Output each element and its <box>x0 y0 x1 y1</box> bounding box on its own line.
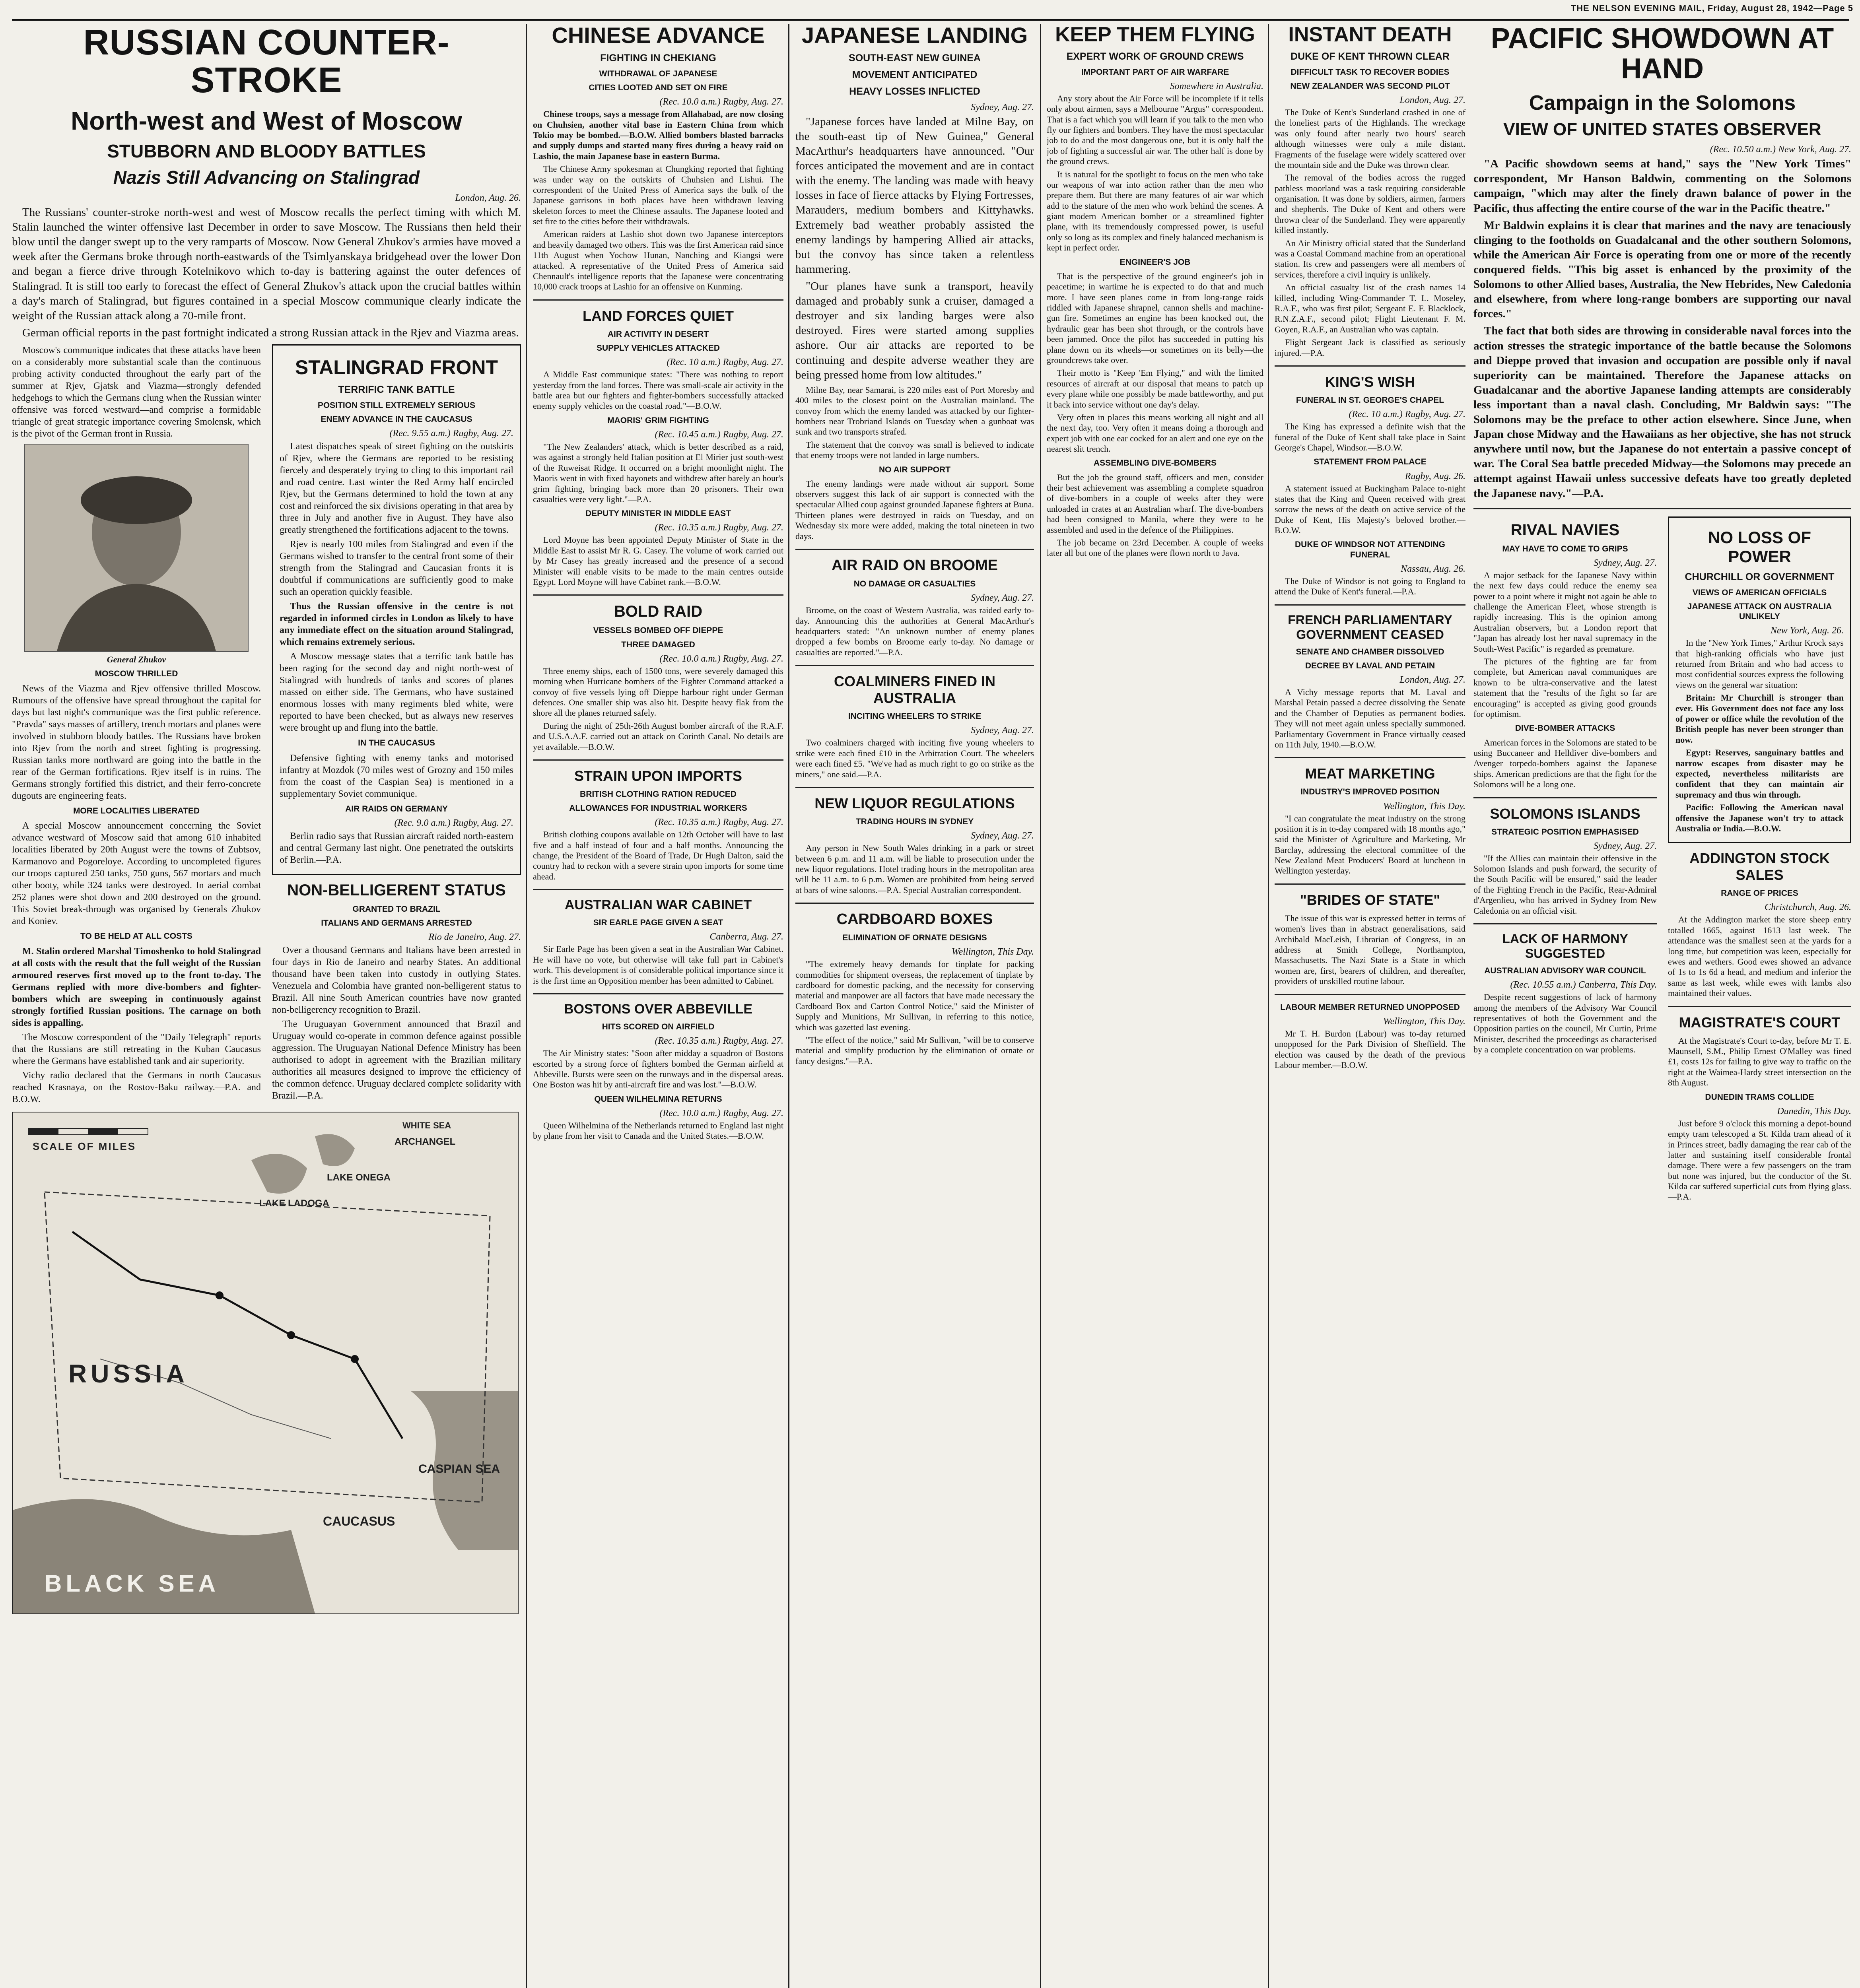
death-headline: INSTANT DEATH <box>1288 24 1452 46</box>
windsor-para: The Duke of Windsor is not going to England to attend the Duke of Kent's funeral.—P.A. <box>1275 576 1465 597</box>
bostons-para: The Air Ministry states: "Soon after midday a squadron of Bostons escorted by a strong force of fighters bombed the German airfield at Abbeville. Bursts were seen on the runways and in the dispersal areas. One Boston was hit by anti-aircraft fire and was lost."—B.O.W. <box>533 1048 783 1090</box>
power-deck: CHURCHILL OR GOVERNMENT <box>1685 571 1835 582</box>
death-para: The Duke of Kent's Sunderland crashed in one of the loneliest parts of the Highlands. The wreckage was only found after nearly two hours' search although witnesses were only a mile distant. Fragments of the fuselage were widely scattered over the mountain side and the Duke was thrown clear. <box>1275 107 1465 170</box>
russia-subhead-liberated: MORE LOCALITIES LIBERATED <box>73 806 200 816</box>
column-rule <box>526 24 527 1988</box>
death-para: An Air Ministry official stated that the Sunderland was a Coastal Command machine from an operational station. Its crew and passengers were all members of services, therefore a civil inquiry is unlikely. <box>1275 238 1465 280</box>
french-deck: SENATE AND CHAMBER DISSOLVED <box>1296 647 1444 656</box>
map-label-russia: RUSSIA <box>68 1359 189 1388</box>
death-para: The removal of the bodies across the rugged pathless moorland was a task requiring considerable organisation. It was done by soldiers, airmen, farmers and shepherds. The Duke of Kent and others were thrown clear of the Sunderland. They were apparently killed instantly. <box>1275 173 1465 235</box>
stalingrad-article <box>272 344 521 875</box>
china-column <box>533 24 783 1144</box>
maoris-para: "The New Zealanders' attack, which is better described as a raid, was against a strongly held Italian position at El Mirier just south-west of the Ruweisat Ridge. It occurred on a bright moonlight night. The Maoris went in with fixed bayonets and withdrew after barely an hour's grim fighting, bringing back more than 20 prisoners. Their own casualties were very light."—P.A. <box>533 441 783 504</box>
solomons-deck: STRATEGIC POSITION EMPHASISED <box>1491 827 1639 837</box>
map-label-black-sea: BLACK SEA <box>45 1570 220 1597</box>
imports-para: British clothing coupons available on 12th October will have to last five and a half instead of four and a half months. Announcing the change, the President of the Board of Trade, Dr Hugh Dalton, said the country had to reckon with a severe strain upon imports for some time ahead. <box>533 829 783 881</box>
pacific-headline: PACIFIC SHOWDOWN AT HAND <box>1491 24 1834 85</box>
rival-navies-deck: MAY HAVE TO COME TO GRIPS <box>1502 544 1628 553</box>
death-deck3: NEW ZEALANDER WAS SECOND PILOT <box>1290 81 1450 91</box>
meat-para: "I can congratulate the meat industry on the strong position it is in to-day compared with 18 months ago," said the Minister of Agriculture and Marketing, Mr Barclay, addressing the electoral committee of the New Zealand Meat Producers' Board at luncheon in Wellington yesterday. <box>1275 813 1465 876</box>
death-dateline: London, Aug. 27. <box>1399 95 1465 105</box>
cardboard-dateline: Wellington, This Day. <box>951 947 1034 957</box>
french-dateline: London, Aug. 27. <box>1399 674 1465 685</box>
china-dateline: (Rec. 10.0 a.m.) Rugby, Aug. 27. <box>659 97 783 107</box>
stalingrad-subhead-caucasus: IN THE CAUCASUS <box>358 738 435 748</box>
stalingrad-headline: STALINGRAD FRONT <box>295 356 498 379</box>
harmony-deck: AUSTRALIAN ADVISORY WAR COUNCIL <box>1484 966 1646 976</box>
china-para: The Chinese Army spokesman at Chungking reported that fighting was under way on the outskirts of Chuhsien and Lishui. The correspondent of the United Press of America says the bulk of the Japanese garrisons in both places have been withdrawn leaving skeleton forces to meet the Chinese assaults. The Japanese looted and set fire to the cities before their withdrawals. <box>533 164 783 227</box>
stalingrad-para: Defensive fighting with enemy tanks and motorised infantry at Mozdok (70 miles west of Grozny and 150 miles from the coast of the Caspian Sea) is mentioned in a supplementary Soviet communique. <box>280 753 513 799</box>
pacific-dateline: (Rec. 10.50 a.m.) New York, Aug. 27. <box>1710 144 1851 155</box>
stalingrad-deck2: POSITION STILL EXTREMELY SERIOUS <box>317 400 476 410</box>
stalingrad-dateline2: (Rec. 9.0 a.m.) Rugby, Aug. 27. <box>394 817 513 828</box>
cardboard-para: "The extremely heavy demands for tinplate for packing commodities for shipment overseas, the replacement of tinplate by cardboard for domestic packing, and the necessity for conserving material and manpower are all factors that have made necessary the Cardboard Box and Carton Control Notice," said the Minister of Supply and Munitions, Mr Sullivan, in referring to this notice, which was gazetted last evening. <box>795 959 1034 1032</box>
nonbelligerent-dateline: Rio de Janeiro, Aug. 27. <box>428 932 521 943</box>
pacific-para: Mr Baldwin explains it is clear that marines and the navy are tenaciously clinging to the footholds on Guadalcanal and the other southern Solomons, while the American Air Force is operating from one or more of the recently conquered fields. "This big asset is enhanced by the proximity of the Solomons to other Allied bases, Australia, the New Hebrides, New Caledonia and elsewhere, from where long-range bombers are supporting our naval forces." <box>1473 219 1851 320</box>
stalingrad-para: Berlin radio says that Russian aircraft raided north-eastern and central Germany last night. One penetrated the outskirts of Berlin.—P.A. <box>280 831 513 865</box>
nonbelligerent-deck2: ITALIANS AND GERMANS ARRESTED <box>321 918 472 928</box>
china-deck2: WITHDRAWAL OF JAPANESE <box>599 69 717 78</box>
crews-para: But the job the ground staff, officers and men, consider their best achievement was assembling a complete squadron of dive-bombers in a couple of weeks after they were unloaded in crates at an Australian wharf. The dive-bombers had been consigned to Manila, where they were to be assembled and used in the defence of the Philippines. <box>1047 472 1263 535</box>
japan-para: The enemy landings were made without air support. Some observers suggest this lack of air support is connected with the spectacular Allied coup against grounded Japanese fighters at Buna. Thirteen planes were destroyed in raids on Tuesday, and on Wednesday six more were added, making the total nineteen in two days. <box>795 478 1034 541</box>
windsor-headline: DUKE OF WINDSOR NOT ATTENDING FUNERAL <box>1295 540 1445 559</box>
china-deck: FIGHTING IN CHEKIANG <box>600 52 716 64</box>
japan-para: Milne Bay, near Samarai, is 220 miles east of Port Moresby and 400 miles to the closest point on the Australian mainland. The convoy from which the enemy landed was attacked by our fighter-bombers near Trobriand Islands on Tuesday when a gunboat was sunk and two transports strafed. <box>795 384 1034 437</box>
coalminers-deck: INCITING WHEELERS TO STRIKE <box>848 712 982 721</box>
portrait-illustration <box>25 445 248 651</box>
liquor-dateline: Sydney, Aug. 27. <box>971 831 1034 841</box>
dive-bombers-subhead: ASSEMBLING DIVE-BOMBERS <box>1093 458 1217 468</box>
power-para: Britain: Mr Churchill is stronger than ever. His Government does not face any loss of power or office while the revolution of the British people has never been stronger than now. <box>1675 693 1844 745</box>
crews-deck2: IMPORTANT PART OF AIR WARFARE <box>1081 67 1229 77</box>
russia-para: A special Moscow announcement concerning the Soviet advance westward of Moscow said that among 610 inhabited localities liberated by 20th August were the towns of Zubtsov, Karmanovo and Pogoreloye. According to uncompleted figures our troops captured 250 tanks, 750 guns, 567 mortars and much other booty, while 324 tanks were destroyed. In aerial combat 252 planes were shot down and 200 destroyed on the ground. This Soviet break-through was organised by Generals Zhukov and Koniev. <box>12 821 261 927</box>
china-para: American raiders at Lashio shot down two Japanese interceptors and heavily damaged two others. This was the first American raid since 11th August when Yochow Hunan, Nanching and Kiangsi were attacked. A representative of the United Press of America said Chennault's intelligence reports that the Japanese were concentrating 10,000 crack troops at Lashio for an offensive on Kunming. <box>533 229 783 292</box>
rival-navies-dateline: Sydney, Aug. 27. <box>1594 557 1657 568</box>
top-rule <box>12 19 1849 21</box>
war-cabinet-para: Sir Earle Page has been given a seat in the Australian War Cabinet. He will have no vote, but otherwise will take full part in Cabinet's work. This development is of considerable political importance since it is the first time an Opposition member has been admitted to Cabinet. <box>533 944 783 986</box>
queen-dateline: (Rec. 10.0 a.m.) Rugby, Aug. 27. <box>659 1108 783 1118</box>
maoris-headline: MAORIS' GRIM FIGHTING <box>607 415 709 425</box>
kings-wish-dateline: (Rec. 10 a.m.) Rugby, Aug. 27. <box>1349 409 1465 420</box>
power-deck3: JAPANESE ATTACK ON AUSTRALIA UNLIKELY <box>1687 602 1832 621</box>
japan-deck: SOUTH-EAST NEW GUINEA <box>849 52 981 64</box>
nonbelligerent-para: The Uruguayan Government announced that Brazil and Uruguay would co-operate in common defence against possible aggression. The Uruguayan National Defence Ministry has been authorised to adopt in agreement with the Brazilian military authorities all measures designed to improve the efficiency of the common defence. Uruguay declared complete solidarity with Brazil.—P.A. <box>272 1019 521 1101</box>
rival-navies-para: A major setback for the Japanese Navy within the next few days could reduce the enemy sea power to a point where it might not again be able to challenge the American Fleet, whose strength is rapidly increasing. This is the opinion among Australian observers, but a London report that "Japan has already lost her naval supremacy in the South-West Pacific" is regarded as premature. <box>1473 570 1657 654</box>
imports-deck2: ALLOWANCES FOR INDUSTRIAL WORKERS <box>569 804 747 813</box>
stalingrad-para: Thus the Russian offensive in the centre is not regarded in informed circles in London as likely to have any immediate effect on the situation around Stalingrad, which remains extremely serious. <box>280 601 513 648</box>
broome-headline: AIR RAID ON BROOME <box>832 557 998 574</box>
french-deck2: DECREE BY LAVAL AND PETAIN <box>1305 661 1435 670</box>
japan-deck3: HEAVY LOSSES INFLICTED <box>849 85 980 97</box>
war-cabinet-dateline: Canberra, Aug. 27. <box>709 932 783 942</box>
harmony-para: Despite recent suggestions of lack of harmony among the members of the Advisory War Council representatives of both the Government and the Opposition parties on the council, Mr Curtin, Prime Minister, described the proceedings as characterised by a complete concentration on war problems. <box>1473 992 1657 1055</box>
harmony-dateline: (Rec. 10.55 a.m.) Canberra, This Day. <box>1510 980 1657 990</box>
general-zhukov-photo <box>24 444 249 652</box>
brides-headline: "BRIDES OF STATE" <box>1300 891 1440 908</box>
court-para: At the Magistrate's Court to-day, before Mr T. E. Maunsell, S.M., Philip Ernest O'Malley was fined £1, costs 12s for failing to give way to traffic on the right at the Waimea-Hardy street intersection on the 8th August. <box>1668 1035 1851 1088</box>
japan-para: The statement that the convoy was small is believed to indicate that enemy troops were not landed in large numbers. <box>795 439 1034 460</box>
rival-navies-headline: RIVAL NAVIES <box>1510 521 1620 539</box>
column-rule <box>1268 24 1269 1988</box>
stalingrad-deck: TERRIFIC TANK BATTLE <box>338 384 455 395</box>
crews-deck: EXPERT WORK OF GROUND CREWS <box>1066 50 1244 62</box>
death-column <box>1275 24 1465 1073</box>
solomons-para: "If the Allies can maintain their offensive in the Solomon Islands and push forward, the security of the South Pacific will be ensured," said the leader of the Fighting French in the Pacific, Rear-Admiral d'Argenlieu, who has arrived in Sydney from New Caledonia on an official visit. <box>1473 853 1657 916</box>
meat-dateline: Wellington, This Day. <box>1383 801 1465 812</box>
death-deck: DUKE OF KENT THROWN CLEAR <box>1291 50 1450 62</box>
labour-para: Mr T. H. Burdon (Labour) was to-day returned unopposed for the Park Division of Sheffield. The election was caused by the death of the previous Labour member.—B.O.W. <box>1275 1028 1465 1070</box>
russia-deck2: Nazis Still Advancing on Stalingrad <box>113 167 420 188</box>
power-para: In the "New York Times," Arthur Krock says that high-ranking officials who have just returned from Britain and who had access to most confidential sources express the following views on the general war situation: <box>1675 638 1844 690</box>
map-label-archangel: ARCHANGEL <box>395 1136 456 1147</box>
land-forces-headline: LAND FORCES QUIET <box>582 307 734 324</box>
broome-para: Broome, on the coast of Western Australia, was raided early to-day. Announcing this the authorities at General MacArthur's headquarters stated: "An unknown number of enemy planes dropped a few bombs on Broome early to-day. No damage or casualties are reported."—P.A. <box>795 605 1034 657</box>
labour-headline: LABOUR MEMBER RETURNED UNOPPOSED <box>1280 1002 1460 1012</box>
power-para: Pacific: Following the American naval offensive the Japanese won't try to attack Australia or India.—B.O.W. <box>1675 802 1844 833</box>
russia-para: Moscow's communique indicates that these attacks have been on a considerably more substantial scale than the continuous probing activity conducted throughout the early part of the summer at Rjev, Gjatsk and Viazma—strongly defended hedgehogs to which the Germans clung when the Russian winter offensive was forced westward—and comprise a formidable triangle of great strategic importance covering Smolensk, which is the pivot of the German front in Russia. <box>12 345 261 439</box>
crews-para: That is the perspective of the ground engineer's job in peacetime; in wartime he is expected to do that and much more. I have seen planes come in from long-range raids riddled with Japanese shrapnel, cannon shells and machine-gun fire. Sometimes an engine has been knocked out, the hydraulic gear has been shot through, or the controls have been jammed. Once the pilot has succeeded in putting his plane down on its wheels—or sometimes on its belly—the groundcrews take over. <box>1047 271 1263 365</box>
masthead: THE NELSON EVENING MAIL, Friday, August 28, 1942—Page 5 <box>1570 3 1853 13</box>
dive-bomber-subhead: DIVE-BOMBER ATTACKS <box>1515 724 1615 733</box>
trams-para: Just before 9 o'clock this morning a depot-bound empty tram telescoped a St. Kilda tram ahead of it in Princes street, badly damaging the rear cab of the latter and sustaining itself considerable frontal damage. There were a few passengers on the tram but none was injured, but the conductor of the St. Kilda car suffered superficial cuts from flying glass.—P.A. <box>1668 1118 1851 1202</box>
land-forces-deck2: SUPPLY VEHICLES ATTACKED <box>597 344 720 353</box>
brides-para: The issue of this war is expressed better in terms of women's lives than in abstract generalisations, said Archibald MacLeish, Librarian of Congress, in an address at Smith College, Northampton, Massachusetts. The Nazi State is a State in which women are, first, bearers of children, and thereafter, providers of unskilled routine labour. <box>1275 913 1465 986</box>
crews-headline: KEEP THEM FLYING <box>1055 24 1255 46</box>
china-deck3: CITIES LOOTED AND SET ON FIRE <box>589 83 728 92</box>
bostons-deck: HITS SCORED ON AIRFIELD <box>602 1022 715 1031</box>
russia-subhead: North-west and West of Moscow <box>71 107 462 135</box>
map-label-caucasus: CAUCASUS <box>323 1514 395 1528</box>
pacific-para: The fact that both sides are throwing in considerable naval forces into the action stresses the strategic importance of the battle because the Solomons and Dieppe proved that invasion and occupation are possible only if naval superiority can be maintained. Therefore the Japanese attacks on Guadalcanar and the abortive Japanese landing attempts are considerably less important than a naval clash. Concluding, Mr Baldwin says: "The Solomons may be the preface to other action elsewhere. Since June, when Japan chose Midway and the Hawaiians as her objective, she has not struck anywhere until now, but the Japanese do not entertain a passive concept of war. The Coral Sea battle preceded Midway—the Solomons may precede an attempt against Hawaii unless successive defeats have too greatly depleted the Japanese navy."—P.A. <box>1473 324 1851 500</box>
bostons-headline: BOSTONS OVER ABBEVILLE <box>564 1002 753 1017</box>
column-rule <box>788 24 789 1988</box>
rival-navies-para: American forces in the Solomons are stated to be using Buccaneer and Helldiver dive-bombers and Avenger torpedo-bombers against the Japanese ships. American predictions are that the fight for the Solomons will be a long one. <box>1473 737 1657 790</box>
cardboard-headline: CARDBOARD BOXES <box>836 911 993 928</box>
japan-column <box>795 24 1034 1069</box>
japan-lead2: "Our planes have sunk a transport, heavily damaged and probably sunk a cruiser, damaged a destroyer and six landing barges were also destroyed. Fires were started among supplies ashore. Our air attacks are reported to be continuing and despite adverse weather they are being pressed home from low altitudes." <box>795 280 1034 381</box>
crews-para: Any story about the Air Force will be incomplete if it tells only about airmen, says a Melbourne "Argus" correspondent. That is a fact which you will learn if you talk to the men who fly our fighters and bombers. They have the most spectacular job to do and the most dangerous one, but it is only half the job of fighting a successful air war. The other half is done by the ground crews. <box>1047 93 1263 167</box>
japan-lead: "Japanese forces have landed at Milne Bay, on the south-east tip of New Guinea," General MacArthur's headquarters have announced. "Our forces anticipated the movement and are in contact with the enemy. The landing was made with heavy losses in face of fierce attacks by Flying Fortresses, Marauders, medium bombers and Kittyhawks. Extremely bad weather probably assisted the enemy landings by hampering Allied air attacks, but the convoy has since taken a relentless hammering. <box>795 115 1034 276</box>
russia-para: M. Stalin ordered Marshal Timoshenko to hold Stalingrad at all costs with the result that the full weight of the Russian armoured reserves first moved up to the front to-day. The Germans replied with more dive-bombers and fighter-bombers which are sweeping in continuously against strongly fortified Russian positions. The carnage on both sides is appalling. <box>12 946 261 1028</box>
trams-headline: DUNEDIN TRAMS COLLIDE <box>1705 1092 1814 1102</box>
power-headline: NO LOSS OF POWER <box>1708 528 1811 566</box>
death-para: Flight Sergeant Jack is classified as seriously injured.—P.A. <box>1275 337 1465 358</box>
french-headline: FRENCH PARLIAMENTARY GOVERNMENT CEASED <box>1288 612 1452 642</box>
power-para: Egypt: Reserves, sanguinary battles and narrow escapes from disaster may be expected, nevertheless militarists are confident that they can maintain air supremacy and thus win through. <box>1675 747 1844 800</box>
stalingrad-para: Rjev is nearly 100 miles from Stalingrad and even if the Germans wished to transfer to the central front some of their strength from the Stalingrad and Caucasian fronts it is doubtful if communications are sufficiently good to make such an operation quickly feasible. <box>280 539 513 598</box>
kings-wish-deck: FUNERAL IN ST. GEORGE'S CHAPEL <box>1296 395 1444 405</box>
russia-dateline: London, Aug. 26. <box>455 193 521 203</box>
liquor-headline: NEW LIQUOR REGULATIONS <box>814 795 1015 812</box>
russia-para: German official reports in the past fortnight indicated a strong Russian attack in the Rjev and Viazma areas. <box>22 326 519 339</box>
harmony-headline: LACK OF HARMONY SUGGESTED <box>1502 932 1628 961</box>
russia-headline: RUSSIAN COUNTER-STROKE <box>83 24 450 100</box>
map-label-white-sea: WHITE SEA <box>402 1120 451 1130</box>
crews-dateline: Somewhere in Australia. <box>1170 81 1263 91</box>
cardboard-deck: ELIMINATION OF ORNATE DESIGNS <box>842 933 987 943</box>
stalingrad-para: Latest dispatches speak of street fighting on the outskirts of Rjev, where the Germans are reported to be resisting fiercely and desperately trying to cling to this important rail and road centre. Last winter the Red Army half encircled Rjev, but the Germans determined to hold the town at any cost and reinforced the six divisions operating in that area by three in July and another five in August. They have also greatly strengthened the fortifications adjacent to the towns. <box>280 441 513 536</box>
solomons-dateline: Sydney, Aug. 27. <box>1594 841 1657 851</box>
nonbelligerent-headline: NON-BELLIGERENT STATUS <box>287 881 506 899</box>
crews-para: Very often in places this means working all night and all the next day, too. Very often it means doing a thorough and expert job with one ear cocked for an alert and one eye on the nearest slit trench. <box>1047 412 1263 454</box>
stalingrad-subhead-air: AIR RAIDS ON GERMANY <box>345 804 448 813</box>
photo-caption: General Zhukov <box>107 654 166 664</box>
palace-dateline: Rugby, Aug. 26. <box>1405 471 1465 481</box>
cardboard-para: "The effect of the notice," said Mr Sullivan, "will be to conserve material and simplify production by the elimination of ornate or fancy designs."—P.A. <box>795 1035 1034 1066</box>
broome-dateline: Sydney, Aug. 27. <box>971 593 1034 604</box>
map-scale-label: SCALE OF MILES <box>33 1140 136 1152</box>
palace-headline: STATEMENT FROM PALACE <box>1314 457 1427 467</box>
deputy-minister-dateline: (Rec. 10.35 a.m.) Rugby, Aug. 27. <box>655 522 783 533</box>
pacific-article <box>1473 24 1851 1205</box>
windsor-dateline: Nassau, Aug. 26. <box>1401 563 1465 574</box>
stock-headline: ADDINGTON STOCK SALES <box>1689 850 1830 883</box>
imports-deck: BRITISH CLOTHING RATION REDUCED <box>580 789 737 799</box>
palace-para: A statement issued at Buckingham Palace to-night states that the King and Queen received with great sorrow the news of the death on active service of the Duke of Kent, His Majesty's beloved brother.—B.O.W. <box>1275 483 1465 536</box>
death-para: An official casualty list of the crash names 14 killed, including Wing-Commander T. L. Moseley, R.A.F., who was first pilot; Sergeant E. F. Blacklock, R.N.Z.A.F., second pilot; Flight Lieutenant F. M. Goyen, R.A.F., an Australian who was captain. <box>1275 282 1465 334</box>
stalingrad-deck3: ENEMY ADVANCE IN THE CAUCASUS <box>321 415 472 424</box>
coalminers-dateline: Sydney, Aug. 27. <box>971 725 1034 736</box>
map-label-lake-ladoga: LAKE LADOGA <box>259 1198 329 1209</box>
nonbelligerent-deck: GRANTED TO BRAZIL <box>352 904 441 914</box>
china-headline: CHINESE ADVANCE <box>552 24 765 48</box>
liquor-para: Any person in New South Wales drinking in a park or street between 6 p.m. and 11 a.m. will be liable to prosecution under the new liquor regulations. Hotel trading hours in the metropolitan area will be 11 a.m. to 6 p.m. Women are prohibited from being served at bars of wine saloons.—P.A. Special Australian correspondent. <box>795 843 1034 895</box>
bold-raid-deck2: THREE DAMAGED <box>621 640 695 649</box>
stock-dateline: Christchurch, Aug. 26. <box>1764 902 1851 913</box>
imports-dateline: (Rec. 10.35 a.m.) Rugby, Aug. 27. <box>655 817 783 828</box>
solomons-headline: SOLOMONS ISLANDS <box>1490 805 1640 822</box>
stalingrad-para: A Moscow message states that a terrific tank battle has been raging for the second day and night north-west of Stalingrad with hundreds of tanks and scores of planes massed on either side. The Germans, who have sustained enormous losses with many regiments bled white, were reported to have been checked, but as always new reserves were brought up and flung into the battle. <box>280 651 513 734</box>
land-forces-dateline: (Rec. 10 a.m.) Rugby, Aug. 27. <box>667 357 783 368</box>
death-deck2: DIFFICULT TASK TO RECOVER BODIES <box>1291 67 1450 77</box>
nonbelligerent-para: Over a thousand Germans and Italians have been arrested in four days in Rio de Janeiro and nearby States. An additional thousand have been taken into custody in outlying States. Venezuela and Colombia have granted non-belligerent status to Brazil. All nine South American countries have now granted non-belligerency recognition to Brazil. <box>272 945 521 1015</box>
stalingrad-dateline: (Rec. 9.55 a.m.) Rugby, Aug. 27. <box>389 428 513 439</box>
russia-subhead-thrilled: MOSCOW THRILLED <box>95 669 178 678</box>
labour-dateline: Wellington, This Day. <box>1383 1016 1465 1027</box>
russia-deck: STUBBORN AND BLOODY BATTLES <box>107 141 426 161</box>
power-deck2: VIEWS OF AMERICAN OFFICIALS <box>1692 588 1827 597</box>
war-cabinet-deck: SIR EARLE PAGE GIVEN A SEAT <box>593 918 723 928</box>
bold-raid-headline: BOLD RAID <box>614 603 703 621</box>
pacific-deck2: VIEW OF UNITED STATES OBSERVER <box>1503 120 1821 140</box>
bold-raid-dateline: (Rec. 10.0 a.m.) Rugby, Aug. 27. <box>659 653 783 664</box>
broome-deck: NO DAMAGE OR CASUALTIES <box>853 579 976 589</box>
pacific-para: "A Pacific showdown seems at hand," says the "New York Times" correspondent, Mr Hanson Baldwin, commenting on the Solomons campaign, "which may alter the finely drawn balance of power in the Pacific, thus affecting the entire course of the war in the Pacific theatre." <box>1473 157 1851 215</box>
crews-para: Their motto is "Keep 'Em Flying," and with the limited resources of aircraft at our disposal that means to patch up every plane while one possibly be made battleworthy, and put it back into service without one day's delay. <box>1047 368 1263 410</box>
china-lead: Chinese troops, says a message from Allahabad, are now closing on Chuhsien, another vital base in Eastern China from which Tokio may be bombed.—B.O.W. Allied bombers blasted barracks and supply dumps and started many fires during a heavy raid on Lashio, the main Japanese base in eastern Burma. <box>533 109 783 161</box>
queen-para: Queen Wilhelmina of the Netherlands returned to England last night by plane from her visit to Canada and the United States.—B.O.W. <box>533 1120 783 1141</box>
russia-subhead-costs: TO BE HELD AT ALL COSTS <box>80 932 192 941</box>
rival-navies-para: The pictures of the fighting are far from complete, but American naval communiques are known to be ultra-conservative and the latest statement that the "results of the fight so far are encouraging" is accepted as giving good grounds for optimism. <box>1473 656 1657 719</box>
russia-article <box>12 24 521 1614</box>
deputy-minister-headline: DEPUTY MINISTER IN MIDDLE EAST <box>585 509 731 518</box>
coalminers-para: Two coalminers charged with inciting five young wheelers to strike were each fined £10 in the Arbitration Court. The wheelers were each fined £5. "We've had as much right to go on strike as the miners," one said.—P.A. <box>795 738 1034 779</box>
russia-para: The Russians' counter-stroke north-west and west of Moscow recalls the perfect timing with which M. Stalin launched the winter offensive last December in order to save Moscow. The Russians then held their blow until the danger swept up to the very ramparts of Moscow. Now General Zhukov's armies have moved a week after the Germans broke through north-eastwards of the Tsimlyanskaya bridgehead over the lower Don and began a fierce drive through Kotelnikovo which to-day is battering against the outer defences of Stalingrad. It is still too early to forecast the effect of General Zhukov's attack upon the crucial battles within a day's march of Stalingrad, but figures contained in a special Moscow communique clearly indicate the weight of the Russian attack along a 70-mile front. <box>12 206 521 322</box>
queen-headline: QUEEN WILHELMINA RETURNS <box>594 1094 722 1104</box>
no-air-support-subhead: NO AIR SUPPORT <box>878 465 951 474</box>
deputy-minister-para: Lord Moyne has been appointed Deputy Minister of State in the Middle East to assist Mr R. G. Casey. The volume of work carried out by Mr Casey has greatly increased and the presence of a second Minister will enable visits to be made to the main centres outside Egypt. Lord Moyne will have Cabinet rank.—B.O.W. <box>533 535 783 587</box>
japan-dateline: Sydney, Aug. 27. <box>971 102 1034 113</box>
bostons-dateline: (Rec. 10.35 a.m.) Rugby, Aug. 27. <box>655 1036 783 1046</box>
coalminers-headline: COALMINERS FINED IN AUSTRALIA <box>834 673 995 707</box>
japan-headline: JAPANESE LANDING <box>801 24 1028 48</box>
column-rule <box>1040 24 1041 1988</box>
meat-headline: MEAT MARKETING <box>1305 765 1435 782</box>
stock-deck: RANGE OF PRICES <box>1721 889 1798 898</box>
court-headline: MAGISTRATE'S COURT <box>1679 1014 1841 1031</box>
french-para: A Vichy message reports that M. Laval and Marshal Petain passed a decree dissolving the Senate and the Chamber of Deputies as permanent bodies. They will not meet again unless specially summoned. Parliamentary Government in France virtually ceased on 11th July, 1940.—B.O.W. <box>1275 687 1465 749</box>
imports-headline: STRAIN UPON IMPORTS <box>574 767 742 784</box>
map-label-lake-onega: LAKE ONEGA <box>327 1172 391 1183</box>
engineer-subhead: ENGINEER'S JOB <box>1119 257 1191 267</box>
russia-para: News of the Viazma and Rjev offensive thrilled Moscow. Rumours of the offensive have spread throughout the capital for days but last night's communique was the first public reference. "Pravda" says masses of artillery, trench mortars and planes were involved in stubborn bloody battles. The Russians have broken into Rjev from the north and street fighting is progressing. Russian tanks more northward are going into the battle in the rear of the German fortifications. Rjev itself is in ruins. The Germans strongly fortified this district, and their ferro-concrete dugouts are engineering feats. <box>12 683 261 802</box>
meat-deck: INDUSTRY'S IMPROVED POSITION <box>1300 787 1440 797</box>
power-dateline: New York, Aug. 26. <box>1770 625 1844 636</box>
crews-para: It is natural for the spotlight to focus on the men who take our weapons of war into action rather than the men who prepare them. But there are many features of air war which add to the stature of the men who work behind the scenes. A giant modern American bomber or a streamlined fighter plane, with its tremendously compressed power, is useful only so long as its complex and finely balanced mechanism is kept in perfect order. <box>1047 169 1263 253</box>
bold-raid-para: During the night of 25th-26th August bomber aircraft of the R.A.F. and U.S.A.A.F. carried out an attack on Corinth Canal. No details are yet available.—B.O.W. <box>533 720 783 752</box>
land-forces-para: A Middle East communique states: "There was nothing to report yesterday from the land forces. There was small-scale air activity in the battle area but our fighters and fighter-bombers successfully attacked enemy supply vehicles on the coastal road."—B.O.W. <box>533 369 783 411</box>
kings-wish-headline: KING'S WISH <box>1325 373 1415 390</box>
crews-para: The job became on 23rd December. A couple of weeks later all but one of the planes were flown north to Java. <box>1047 538 1263 558</box>
kings-wish-para: The King has expressed a definite wish that the funeral of the Duke of Kent shall take place in Saint George's Chapel, Windsor.—B.O.W. <box>1275 421 1465 452</box>
liquor-deck: TRADING HOURS IN SYDNEY <box>855 817 974 826</box>
russia-para: The Moscow correspondent of the "Daily Telegraph" reports that the Russians are still retreating in the Kuban Caucasus where the Germans have established tank and air superiority. <box>12 1032 261 1066</box>
russia-map <box>12 1112 519 1614</box>
trams-dateline: Dunedin, This Day. <box>1777 1106 1851 1116</box>
map-label-caspian: CASPIAN SEA <box>418 1462 500 1475</box>
war-cabinet-headline: AUSTRALIAN WAR CABINET <box>564 897 752 913</box>
no-loss-of-power-article <box>1668 516 1851 843</box>
bold-raid-para: Three enemy ships, each of 1500 tons, were severely damaged this morning when Hurricane bombers of the Fighter Command attacked a convoy of five vessels lying off Dieppe harbour right under German defences. One smaller ship was also hit. Despite heavy flak from the shore all the planes returned safely. <box>533 666 783 718</box>
russia-para: Vichy radio declared that the Germans in north Caucasus reached Krasnaya, on the Rostov-Baku railway.—P.A. and B.O.W. <box>12 1070 261 1105</box>
stock-para: At the Addington market the store sheep entry totalled 1665, against 1613 last week. The attendance was the smallest seen at the yards for a long time, but competition was keen, especially for ewes and wethers. Good ewes showed an advance of 1s to 1s 6d a head, and medium and inferior the same as last week, while ewes with lambs also maintained their values. <box>1668 914 1851 998</box>
maoris-dateline: (Rec. 10.45 a.m.) Rugby, Aug. 27. <box>655 429 783 440</box>
crews-column <box>1047 24 1263 561</box>
pacific-deck: Campaign in the Solomons <box>1529 91 1796 115</box>
land-forces-deck: AIR ACTIVITY IN DESERT <box>607 329 709 339</box>
japan-deck2: MOVEMENT ANTICIPATED <box>852 69 978 80</box>
bold-raid-deck: VESSELS BOMBED OFF DIEPPE <box>593 626 723 635</box>
